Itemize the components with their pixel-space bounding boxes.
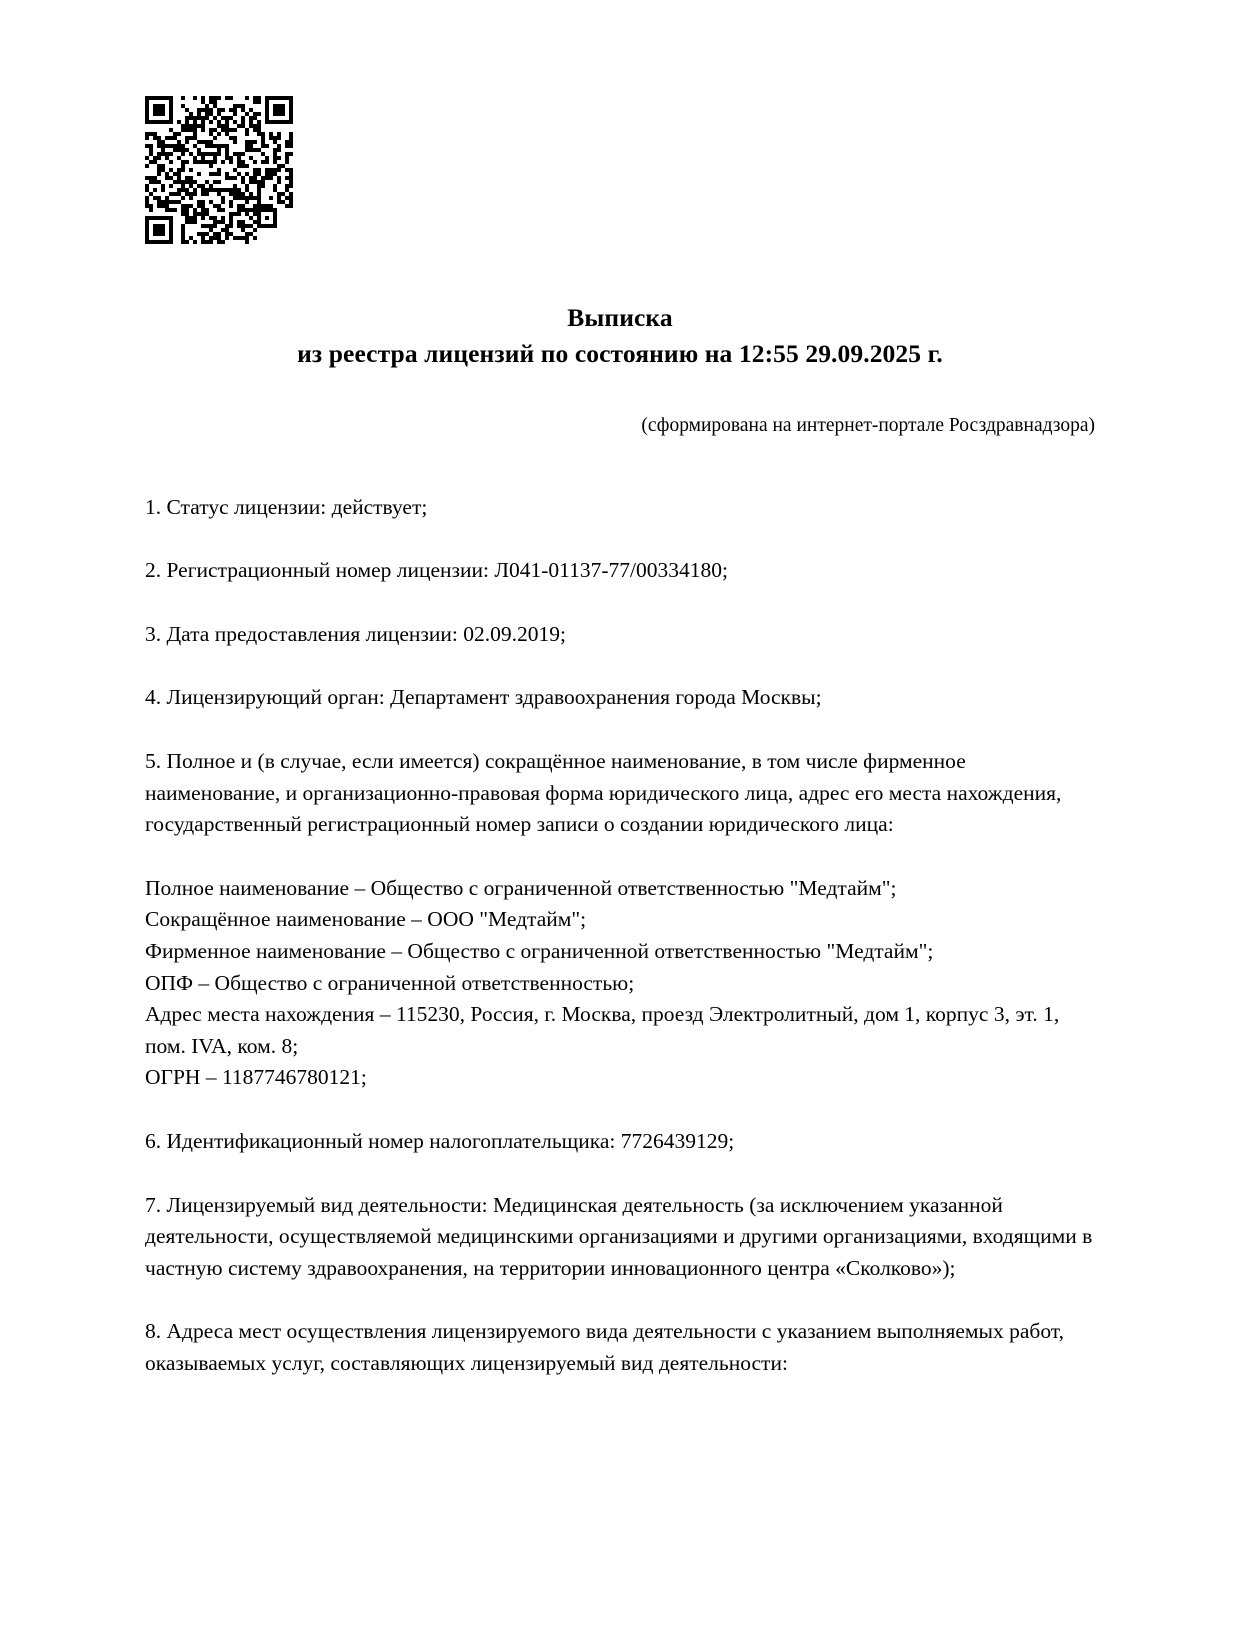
- item-registration-number: 2. Регистрационный номер лицензии: Л041-01137-77/00334180;: [145, 558, 728, 583]
- qr-code-canvas: [145, 96, 293, 244]
- item-licensing-authority: 4. Лицензирующий орган: Департамент здравоохранения города Москвы;: [145, 685, 822, 710]
- entity-details: [145, 873, 1095, 1094]
- document-title-line-2: из реестра лицензий по состоянию на 12:55 29.09.2025 г.: [297, 339, 943, 369]
- entity-short-name: Сокращённое наименование – ООО "Медтайм";: [145, 907, 587, 932]
- item-entity-names-heading: 5. Полное и (в случае, если имеется) сокращённое наименование, в том числе фирменное наименование, и организационно-правовая форма юридического лица, адрес его места нахождения, государственный регистрационный номер записи о создании юридического лица:: [145, 749, 1062, 837]
- item-license-status: 1. Статус лицензии: действует;: [145, 494, 428, 519]
- entity-ogrn: ОГРН – 1187746780121;: [145, 1065, 367, 1090]
- item-licensed-activity: 7. Лицензируемый вид деятельности: Медицинская деятельность (за исключением указанной деятельности, осуществляемой медицинскими организациями и другими организациями, входящими в частную систему здравоохранения, на территории инновационного центра «Сколково»);: [145, 1192, 1093, 1280]
- entity-legal-form: ОПФ – Общество с ограниченной ответственностью;: [145, 970, 635, 995]
- entity-brand-name: Фирменное наименование – Общество с ограниченной ответственностью "Медтайм";: [145, 939, 934, 964]
- qr-code: [145, 96, 293, 244]
- entity-full-name: Полное наименование – Общество с ограниченной ответственностью "Медтайм";: [145, 875, 897, 900]
- document-body: [145, 492, 1095, 1380]
- item-activity-addresses: 8. Адреса мест осуществления лицензируемого вида деятельности с указанием выполняемых работ, оказываемых услуг, составляющих лицензируемый вид деятельности:: [145, 1319, 1064, 1375]
- item-inn: 6. Идентификационный номер налогоплательщика: 7726439129;: [145, 1129, 735, 1154]
- document-title-line-1: Выписка: [567, 303, 673, 332]
- document-subtitle: (сформирована на интернет-портале Росздравнадзора): [641, 415, 1095, 437]
- entity-address: Адрес места нахождения – 115230, Россия, г. Москва, проезд Электролитный, дом 1, корпус 3, эт. 1, пом. IVA, ком. 8;: [145, 1002, 1060, 1058]
- item-issue-date: 3. Дата предоставления лицензии: 02.09.2019;: [145, 621, 566, 646]
